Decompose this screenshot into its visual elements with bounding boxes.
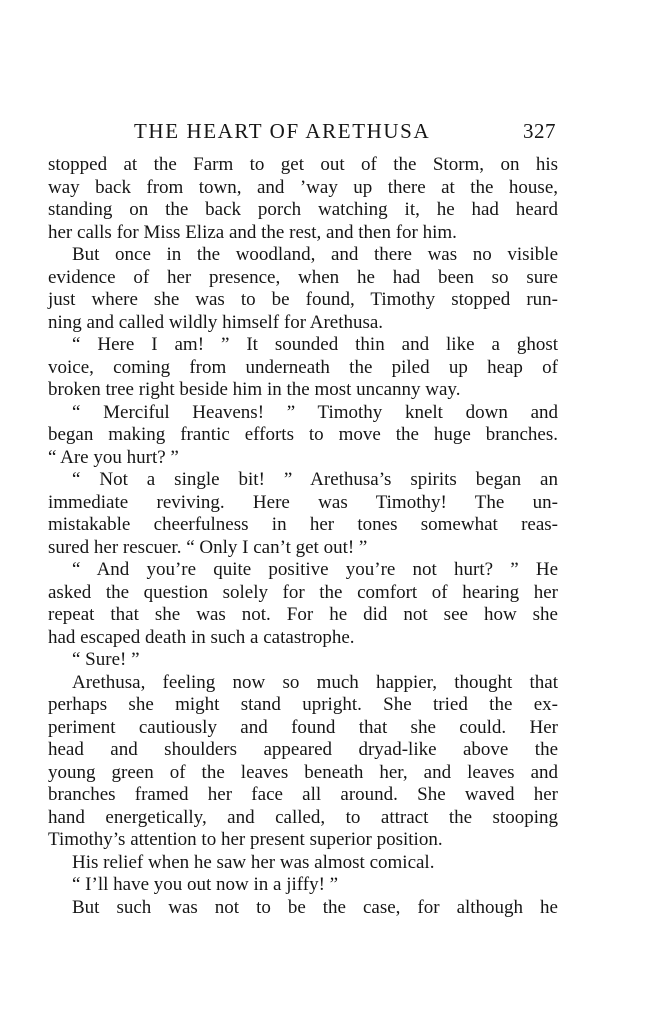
text-line: hand energetically, and called, to attract the stooping (48, 806, 558, 828)
text-line: sured her rescuer. “ Only I can’t get out! ” (48, 536, 368, 558)
text-line: “ I’ll have you out now in a jiffy! ” (72, 874, 339, 895)
text-line: repeat that she was not. For he did not see how she (48, 604, 558, 625)
text-line: evidence of her presence, when he had been so sure (48, 266, 558, 288)
text-line: Arethusa, feeling now so much happier, thought that (72, 671, 558, 693)
text-line: “ And you’re quite positive you’re not hurt? ” He (72, 559, 558, 580)
text-line: stopped at the Farm to get out of the Storm, on his (48, 154, 558, 175)
text-line: began making frantic efforts to move the huge branches. (48, 424, 558, 445)
text-line: But such was not to be the case, for although he (72, 896, 558, 918)
text-line: branches framed her face all around. She waved her (48, 784, 558, 805)
text-line: young green of the leaves beneath her, and leaves and (48, 761, 558, 783)
running-header (48, 116, 558, 146)
text-line: way back from town, and ’way up there at the house, (48, 176, 558, 198)
text-line: just where she was to be found, Timothy stopped run- (48, 289, 558, 310)
text-line: “ Merciful Heavens! ” Timothy knelt down and (72, 401, 558, 423)
text-line: periment cautiously and found that she could. Her (48, 716, 558, 738)
text-line: “ Are you hurt? ” (48, 446, 179, 468)
text-line: broken tree right beside him in the most uncanny way. (48, 379, 461, 400)
text-line: Timothy’s attention to her present superior position. (48, 829, 443, 850)
text-line: His relief when he saw her was almost comical. (72, 851, 435, 873)
text-line: perhaps she might stand upright. She tried the ex- (48, 694, 558, 715)
text-line: “ Not a single bit! ” Arethusa’s spirits began an (72, 469, 558, 490)
text-line: her calls for Miss Eliza and the rest, and then for him. (48, 221, 457, 243)
text-line: “ Here I am! ” It sounded thin and like a ghost (72, 334, 558, 355)
text-line: head and shoulders appeared dryad-like above the (48, 739, 558, 760)
text-line: mistakable cheerfulness in her tones somewhat reas- (48, 514, 558, 535)
text-line: ning and called wildly himself for Arethusa. (48, 311, 384, 333)
text-line: “ Sure! ” (72, 649, 140, 670)
text-line: standing on the back porch watching it, he had heard (48, 199, 558, 220)
text-line: But once in the woodland, and there was no visible (72, 244, 558, 265)
page-number: 327 (523, 119, 556, 143)
text-line: immediate reviving. Here was Timothy! The un- (48, 491, 558, 513)
text-line: had escaped death in such a catastrophe. (48, 626, 355, 648)
text-line: voice, coming from underneath the piled up heap of (48, 356, 558, 378)
body-text (48, 154, 558, 919)
running-title: THE HEART OF ARETHUSA (134, 119, 431, 143)
text-line: asked the question solely for the comfort of hearing her (48, 581, 558, 603)
